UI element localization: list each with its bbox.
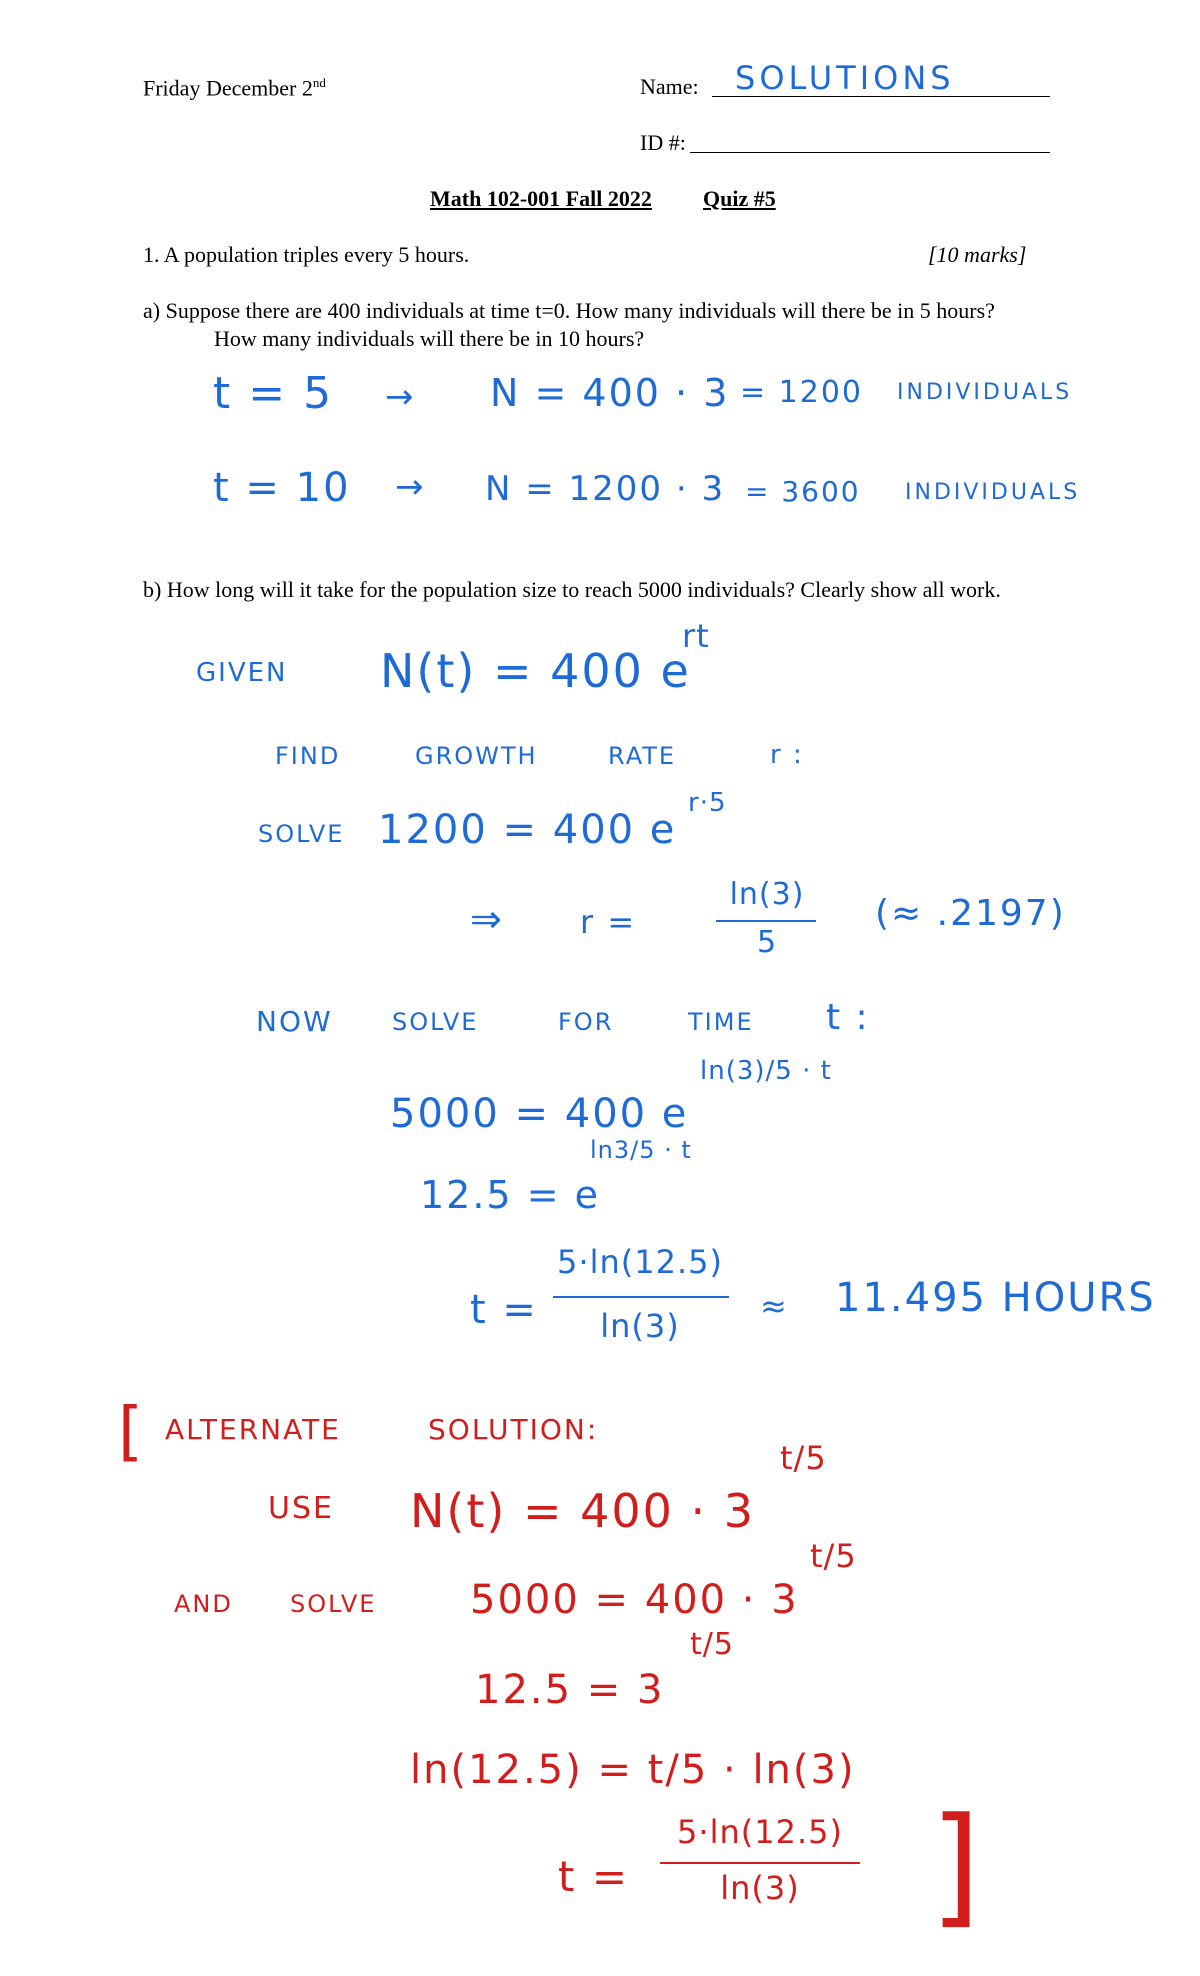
id-label: ID #: — [640, 130, 686, 155]
b-r-eq: r = — [580, 903, 637, 941]
b-given-label: GIVEN — [196, 658, 288, 688]
a-row2-eq: N = 1200 · 3 — [485, 469, 726, 509]
alt-eq2: 12.5 = 3 — [475, 1667, 665, 1713]
alt-title-2: SOLUTION: — [428, 1413, 599, 1446]
b-find-2: GROWTH — [415, 742, 538, 770]
alt-eq3: ln(12.5) = t/5 · ln(3) — [410, 1747, 856, 1793]
alt-bracket-open: [ — [118, 1395, 145, 1469]
question-marks: [10 marks] — [928, 242, 1027, 267]
b-eq1: 5000 = 400 e — [390, 1091, 689, 1137]
course-title: Math 102-001 Fall 2022 — [430, 186, 652, 211]
b-now-3: FOR — [558, 1008, 614, 1036]
a-row1-arrow: → — [385, 377, 416, 417]
b-find-4: r : — [770, 740, 804, 770]
b-solve-exp: r·5 — [688, 788, 727, 818]
b-r-approx: (≈ .2197) — [875, 893, 1066, 934]
b-t-fraction-bar — [553, 1296, 729, 1298]
date-suffix: nd — [312, 75, 326, 90]
b-eq2: 12.5 = e — [420, 1173, 600, 1217]
a-row2-t: t = 10 — [213, 465, 351, 511]
a-row2-unit: INDIVIDUALS — [905, 480, 1081, 505]
alt-solve-label: SOLVE — [290, 1590, 377, 1618]
b-t-eq: t = — [470, 1287, 538, 1333]
b-r-fraction-bar — [716, 920, 816, 922]
quiz-date — [143, 76, 326, 99]
b-find-3: RATE — [608, 742, 677, 770]
quiz-number: Quiz #5 — [703, 186, 776, 211]
alt-and-label: AND — [174, 1590, 233, 1618]
b-implies: ⇒ — [470, 897, 504, 941]
alt-title: ALTERNATE — [165, 1413, 341, 1446]
b-t-numerator: 5·ln(12.5) — [557, 1243, 723, 1281]
b-r-numerator: ln(3) — [729, 877, 805, 912]
b-eq2-exp: ln3/5 · t — [590, 1136, 692, 1164]
alt-t-eq: t = — [558, 1852, 630, 1901]
alt-use-label: USE — [268, 1491, 334, 1526]
b-t-approx: ≈ — [760, 1287, 789, 1325]
a-row1-t: t = 5 — [213, 368, 334, 419]
a-row2-arrow: → — [395, 467, 426, 507]
alt-eq2-exp: t/5 — [690, 1627, 734, 1662]
b-find-1: FIND — [275, 742, 341, 770]
b-r-denominator: 5 — [756, 925, 778, 960]
alt-bracket-close: ] — [930, 1789, 983, 1941]
alt-eq1-exp: t/5 — [810, 1537, 857, 1575]
name-value: SOLUTIONS — [735, 59, 955, 97]
part-b-text: b) How long will it take for the population size to reach 5000 individuals? Clearly show all work. — [143, 577, 1001, 602]
name-label: Name: — [640, 74, 699, 99]
alt-use-eq: N(t) = 400 · 3 — [410, 1484, 756, 1538]
b-eq1-exp: ln(3)/5 · t — [700, 1056, 832, 1086]
part-a-line1: a) Suppose there are 400 individuals at time t=0. How many individuals will there be in 5 hours? — [143, 298, 995, 323]
b-now-2: SOLVE — [392, 1008, 479, 1036]
a-row1-unit: INDIVIDUALS — [897, 380, 1073, 405]
date-text: Friday December 2 — [143, 75, 313, 101]
part-a-line2: How many individuals will there be in 10 hours? — [214, 326, 645, 351]
a-row2-result: = 3600 — [745, 475, 861, 508]
alt-use-exp: t/5 — [780, 1439, 827, 1477]
id-underline — [690, 152, 1050, 153]
alt-eq1: 5000 = 400 · 3 — [470, 1577, 799, 1623]
alt-t-numerator: 5·ln(12.5) — [677, 1813, 843, 1851]
a-row1-result: = 1200 — [740, 375, 864, 410]
b-solve-label: SOLVE — [258, 820, 345, 848]
b-given-exp: rt — [682, 617, 710, 655]
b-now-4: TIME — [688, 1008, 754, 1036]
b-t-denominator: ln(3) — [600, 1307, 680, 1345]
b-solve-eq: 1200 = 400 e — [378, 807, 677, 853]
alt-t-denominator: ln(3) — [720, 1869, 800, 1907]
a-row1-eq: N = 400 · 3 — [490, 371, 730, 415]
alt-t-fraction-bar — [660, 1862, 860, 1864]
b-t-result: 11.495 HOURS — [835, 1275, 1156, 1321]
question-stem: 1. A population triples every 5 hours. — [143, 242, 470, 267]
b-now-1: NOW — [256, 1005, 333, 1038]
b-given-eq: N(t) = 400 e — [380, 644, 691, 698]
b-now-5: t : — [826, 997, 870, 1038]
